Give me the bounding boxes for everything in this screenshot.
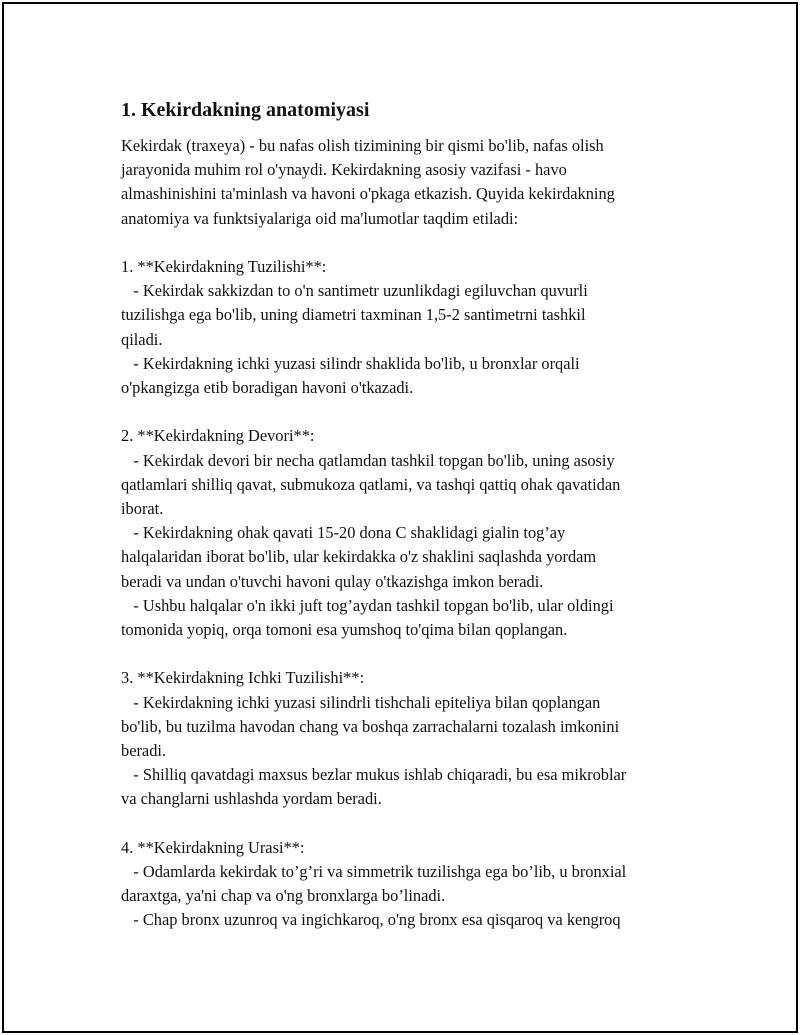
list-item: - Kekirdakning ohak qavati 15-20 dona C shaklidagi gialin tog’ay halqalaridan iborat bo'lib, ular kekirdakka o'z shaklini saqlashda yordam beradi va undan o'tuvchi havoni qulay o'tkazishga imkon beradi. bbox=[121, 523, 597, 591]
page-frame bbox=[2, 2, 798, 1033]
section-urasi bbox=[121, 836, 721, 933]
intro-paragraph: Kekirdak (traxeya) - bu nafas olish tizimining bir qismi bo'lib, nafas olish jarayonida muhim rol o'ynaydi. Kekirdakning asosiy vazifasi - havo almashinishini ta'minlash va havoni o'pkaga etkazish. Quyida kekirdakning anatomiya va funktsiyalariga oid ma'lumotlar taqdim etiladi: bbox=[121, 136, 615, 228]
list-item: - Shilliq qavatdagi maxsus bezlar mukus ishlab chiqaradi, bu esa mikroblar va changlarni ushlashda yordam beradi. bbox=[121, 765, 627, 809]
list-item: - Ushbu halqalar o'n ikki juft tog’aydan tashkil topgan bo'lib, ular oldingi tomonida yopiq, orqa tomoni esa yumshoq to'qima bilan qoplangan. bbox=[121, 595, 614, 640]
list-item: - Kekirdak sakkizdan to o'n santimetr uzunlikdagi egiluvchan quvurli tuzilishga ega bo'lib, uning diametri taxminan 1,5-2 santimetrni tashkil qiladi. bbox=[121, 281, 588, 349]
list-item: - Kekirdakning ichki yuzasi silindrli tishchali epiteliya bilan qoplangan bo'lib, bu tuzilma havodan chang va boshqa zarrachalarni tozalash imkonini beradi. bbox=[121, 692, 620, 761]
list-item: - Chap bronx uzunroq va ingichkaroq, o'ng bronx esa qisqaroq va kengroq bbox=[121, 910, 621, 930]
section-heading: 4. **Kekirdakning Urasi**: bbox=[121, 837, 305, 857]
section-devori bbox=[121, 424, 721, 642]
list-item: - Kekirdakning ichki yuzasi silindr shaklida bo'lib, u bronxlar orqali o'pkangizga etib boradigan havoni o'tkazadi. bbox=[121, 353, 580, 398]
list-item: - Kekirdak devori bir necha qatlamdan tashkil topgan bo'lib, uning asosiy qatlamlari shilliq qavat, submukoza qatlami, va tashqi qattiq ohak qavatidan iborat. bbox=[121, 450, 621, 519]
section-tuzilishi bbox=[121, 255, 721, 400]
section-heading: 2. **Kekirdakning Devori**: bbox=[121, 426, 315, 446]
page-title: 1. Kekirdakning anatomiyasi bbox=[121, 99, 370, 121]
list-item: - Odamlarda kekirdak to’g’ri va simmetrik tuzilishga ega bo’lib, u bronxial daraxtga, ya'ni chap va o'ng bronxlarga bo’linadi. bbox=[121, 862, 627, 906]
section-heading: 3. **Kekirdakning Ichki Tuzilishi**: bbox=[121, 668, 365, 688]
section-ichki-tuzilishi bbox=[121, 666, 721, 811]
section-heading: 1. **Kekirdakning Tuzilishi**: bbox=[121, 257, 327, 276]
document-body bbox=[121, 96, 721, 933]
